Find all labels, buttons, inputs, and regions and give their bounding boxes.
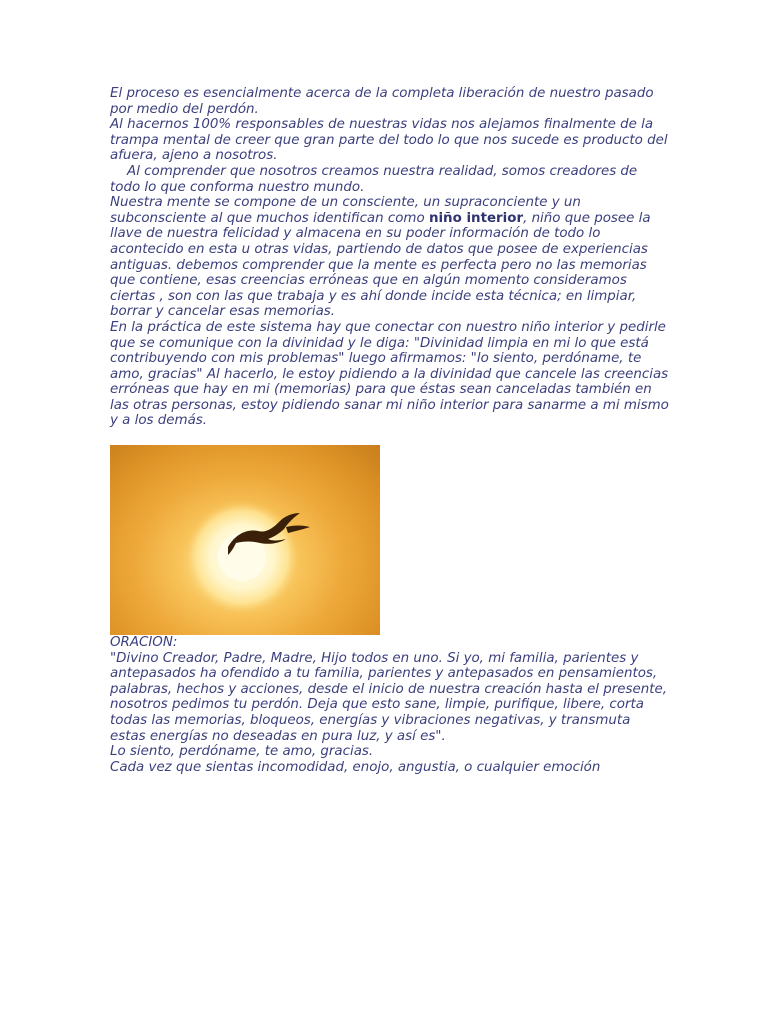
paragraph-trailing: Cada vez que sientas incomodidad, enojo, angustia, o cualquier emoción <box>110 759 601 775</box>
prayer-body: "Divino Creador, Padre, Madre, Hijo todos en uno. Si yo, mi familia, parientes y antepasados ha ofendido a tu familia, parientes y antepasados en pensamientos, palabras, hechos y acciones, desde el inicio de nuestra creación hasta el presente, nosotros pedimos tu perdón. Deja que esto sane, limpie, purifique, libere, corta todas las memorias, bloqueos, energías y vibraciones negativas, y transmuta estas energías no deseadas en pura luz, y así es". <box>110 650 667 744</box>
sunset-bird-photo <box>110 445 380 635</box>
prayer-closing: Lo siento, perdóname, te amo, gracias. <box>110 744 374 760</box>
document-body <box>110 86 670 775</box>
prayer-section <box>110 635 670 760</box>
paragraph-practice: En la práctica de este sistema hay que conectar con nuestro niño interior y pedirle que se comunique con la divinidad y le diga: "Divinidad limpia en mi lo que está contribuyendo con mis problemas" luego afirmamos: "lo siento, perdóname, te amo, gracias" Al hacerlo, le estoy pidiendo a la divinidad que cancele las creencias erróneas que hay en mi (memorias) para que éstas sean canceladas también en las otras personas, estoy pidiendo sanar mi niño interior para sanarme a mi mismo y a los demás. <box>110 319 669 429</box>
creators-text: Al comprender que nosotros creamos nuestra realidad, somos creadores de todo lo que conforma nuestro mundo. <box>110 163 638 195</box>
mind-text-before: Nuestra mente se compone de un consciente, un supraconciente y un subconsciente al que muchos identifican como <box>110 195 581 226</box>
mind-text-after: , niño que posee la llave de nuestra felicidad y almacena en su poder información de todo lo acontecido en esta u otras vidas, partiendo de datos que posee de experiencias antiguas. debemos comprender que la mente es perfecta pero no las memorias que contiene, esas creencias erróneas que en algún momento consideramos ciertas , son con las que trabaja y es ahí donde incide esta técnica; en limpiar, borrar y cancelar esas memorias. <box>110 210 651 320</box>
inner-child-term: niño interior <box>428 210 524 226</box>
intro-line-2: Al hacernos 100% responsables de nuestras vidas nos alejamos finalmente de la trampa mental de creer que gran parte del todo lo que nos sucede es producto del afuera, ajeno a nosotros. <box>110 117 668 164</box>
paragraph-mind <box>110 195 670 320</box>
paragraph-intro <box>110 86 670 164</box>
prayer-heading: ORACION: <box>110 635 178 651</box>
intro-line-1: El proceso es esencialmente acerca de la completa liberación de nuestro pasado por medio del perdón. <box>110 86 654 117</box>
paragraph-creators <box>110 164 670 195</box>
